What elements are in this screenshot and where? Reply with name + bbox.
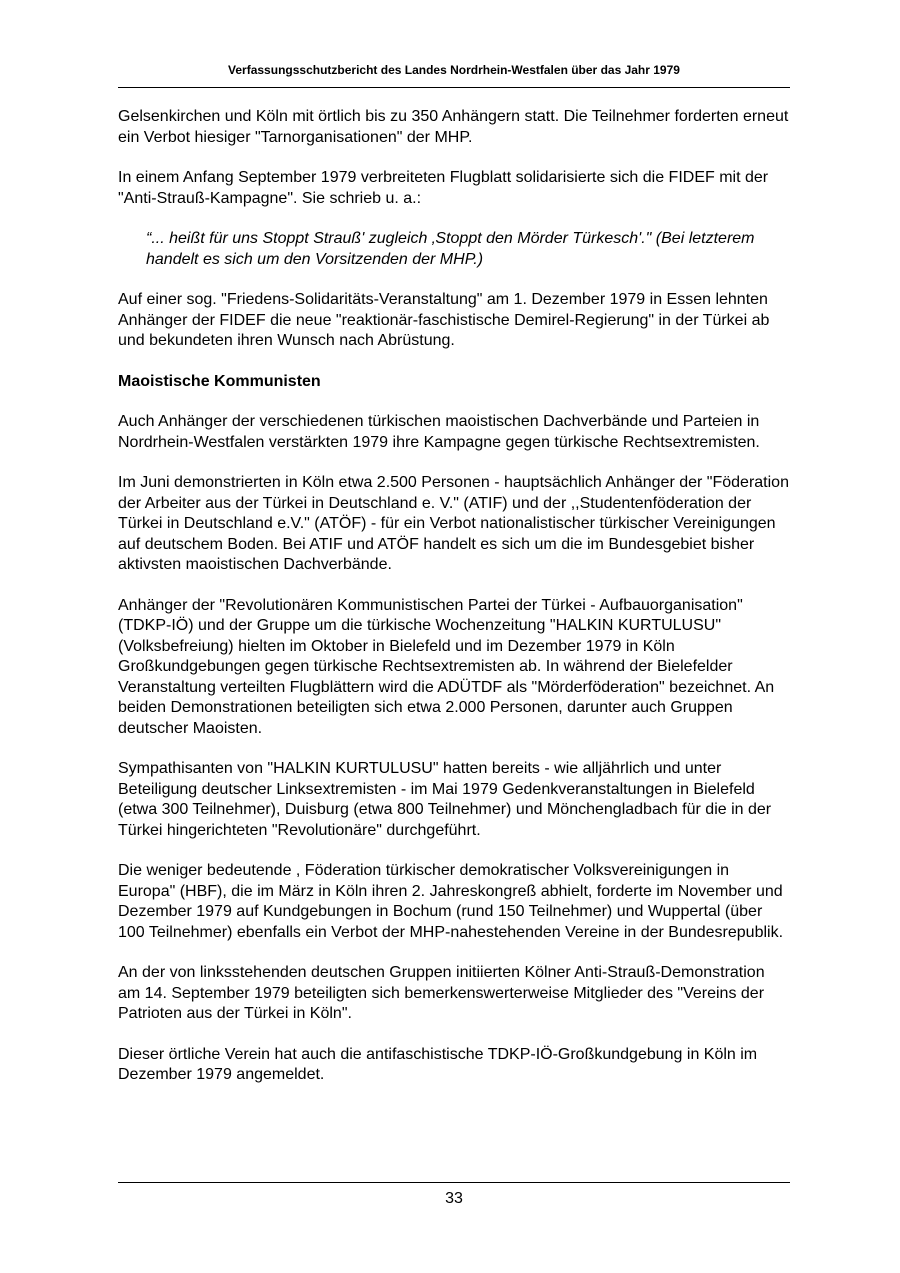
header-divider <box>118 87 790 88</box>
page-number: 33 <box>445 1190 463 1207</box>
paragraph: Anhänger der "Revolutionären Kommunistischen Partei der Türkei - Aufbauorganisation" (TDKP-IÖ) und der Gruppe um die türkische Wochenzeitung "HALKIN KURTULUSU" (Volksbefreiung) hielten im Oktober in Bielefeld und im Dezember 1979 in Köln Großkundgebungen gegen türkische Rechtsextremisten ab. In während der Bielefelder Veranstaltung verteilten Flugblättern wird die ADÜTDF als "Mörderföderation" bezeichnet. An beiden Demonstrationen beteiligten sich etwa 2.000 Personen, darunter auch Gruppen deutscher Maoisten. <box>118 596 775 737</box>
body-text <box>118 107 790 1106</box>
running-header: Verfassungsschutzbericht des Landes Nordrhein-Westfalen über das Jahr 1979 <box>228 63 680 77</box>
paragraph: In einem Anfang September 1979 verbreiteten Flugblatt solidarisierte sich die FIDEF mit der "Anti-Strauß-Kampagne". Sie schrieb u. a.: <box>118 169 769 207</box>
footer-divider <box>118 1182 790 1183</box>
paragraph: Auf einer sog. "Friedens-Solidaritäts-Veranstaltung" am 1. Dezember 1979 in Essen lehnten Anhänger der FIDEF die neue "reaktionär-faschistische Demirel-Regierung" in der Türkei ab und bekundeten ihren Wunsch nach Abrüstung. <box>118 291 770 349</box>
paragraph: Auch Anhänger der verschiedenen türkischen maoistischen Dachverbände und Parteien in Nordrhein-Westfalen verstärkten 1979 ihre Kampagne gegen türkische Rechtsextremisten. <box>118 413 760 451</box>
paragraph: Dieser örtliche Verein hat auch die antifaschistische TDKP-IÖ-Großkundgebung in Köln im Dezember 1979 angemeldet. <box>118 1045 758 1083</box>
paragraph: Die weniger bedeutende , Föderation türkischer demokratischer Volksvereinigungen in Europa" (HBF), die im März in Köln ihren 2. Jahreskongreß abhielt, forderte im November und Dezember 1979 auf Kundgebungen in Bochum (rund 150 Teilnehmer) und Wuppertal (über 100 Teilnehmer) ebenfalls ein Verbot der MHP-nahestehenden Vereine in der Bundesrepublik. <box>118 862 784 941</box>
paragraph: An der von linksstehenden deutschen Gruppen initiierten Kölner Anti-Strauß-Demonstration am 14. September 1979 beteiligten sich bemerkenswerterweise Mitglieder des "Vereins der Patrioten aus der Türkei in Köln". <box>118 964 765 1022</box>
paragraph: Im Juni demonstrierten in Köln etwa 2.500 Personen - hauptsächlich Anhänger der "Föderation der Arbeiter aus der Türkei in Deutschland e. V." (ATIF) und der ,,Studentenföderation der Türkei in Deutschland e.V." (ATÖF) - für ein Verbot nationalistischer türkischer Vereinigungen auf deutschem Boden. Bei ATIF und ATÖF handelt es sich um die im Bundesgebiet bisher aktivsten maoistischen Dachverbände. <box>118 474 789 573</box>
quotation: “... heißt für uns Stoppt Strauß' zugleich ‚Stoppt den Mörder Türkesch'." (Bei letzterem handelt es sich um den Vorsitzenden der MHP.) <box>146 230 755 268</box>
paragraph: Gelsenkirchen und Köln mit örtlich bis zu 350 Anhängern statt. Die Teilnehmer forderten erneut ein Verbot hiesiger "Tarnorganisationen" der MHP. <box>118 108 789 146</box>
section-heading: Maoistische Kommunisten <box>118 372 321 390</box>
paragraph: Sympathisanten von "HALKIN KURTULUSU" hatten bereits - wie alljährlich und unter Beteiligung deutscher Linksextremisten - im Mai 1979 Gedenkveranstaltungen in Bielefeld (etwa 300 Teilnehmer), Duisburg (etwa 800 Teilnehmer) und Mönchengladbach für die in der Türkei hingerichteten "Revolutionäre" durchgeführt. <box>118 760 772 839</box>
